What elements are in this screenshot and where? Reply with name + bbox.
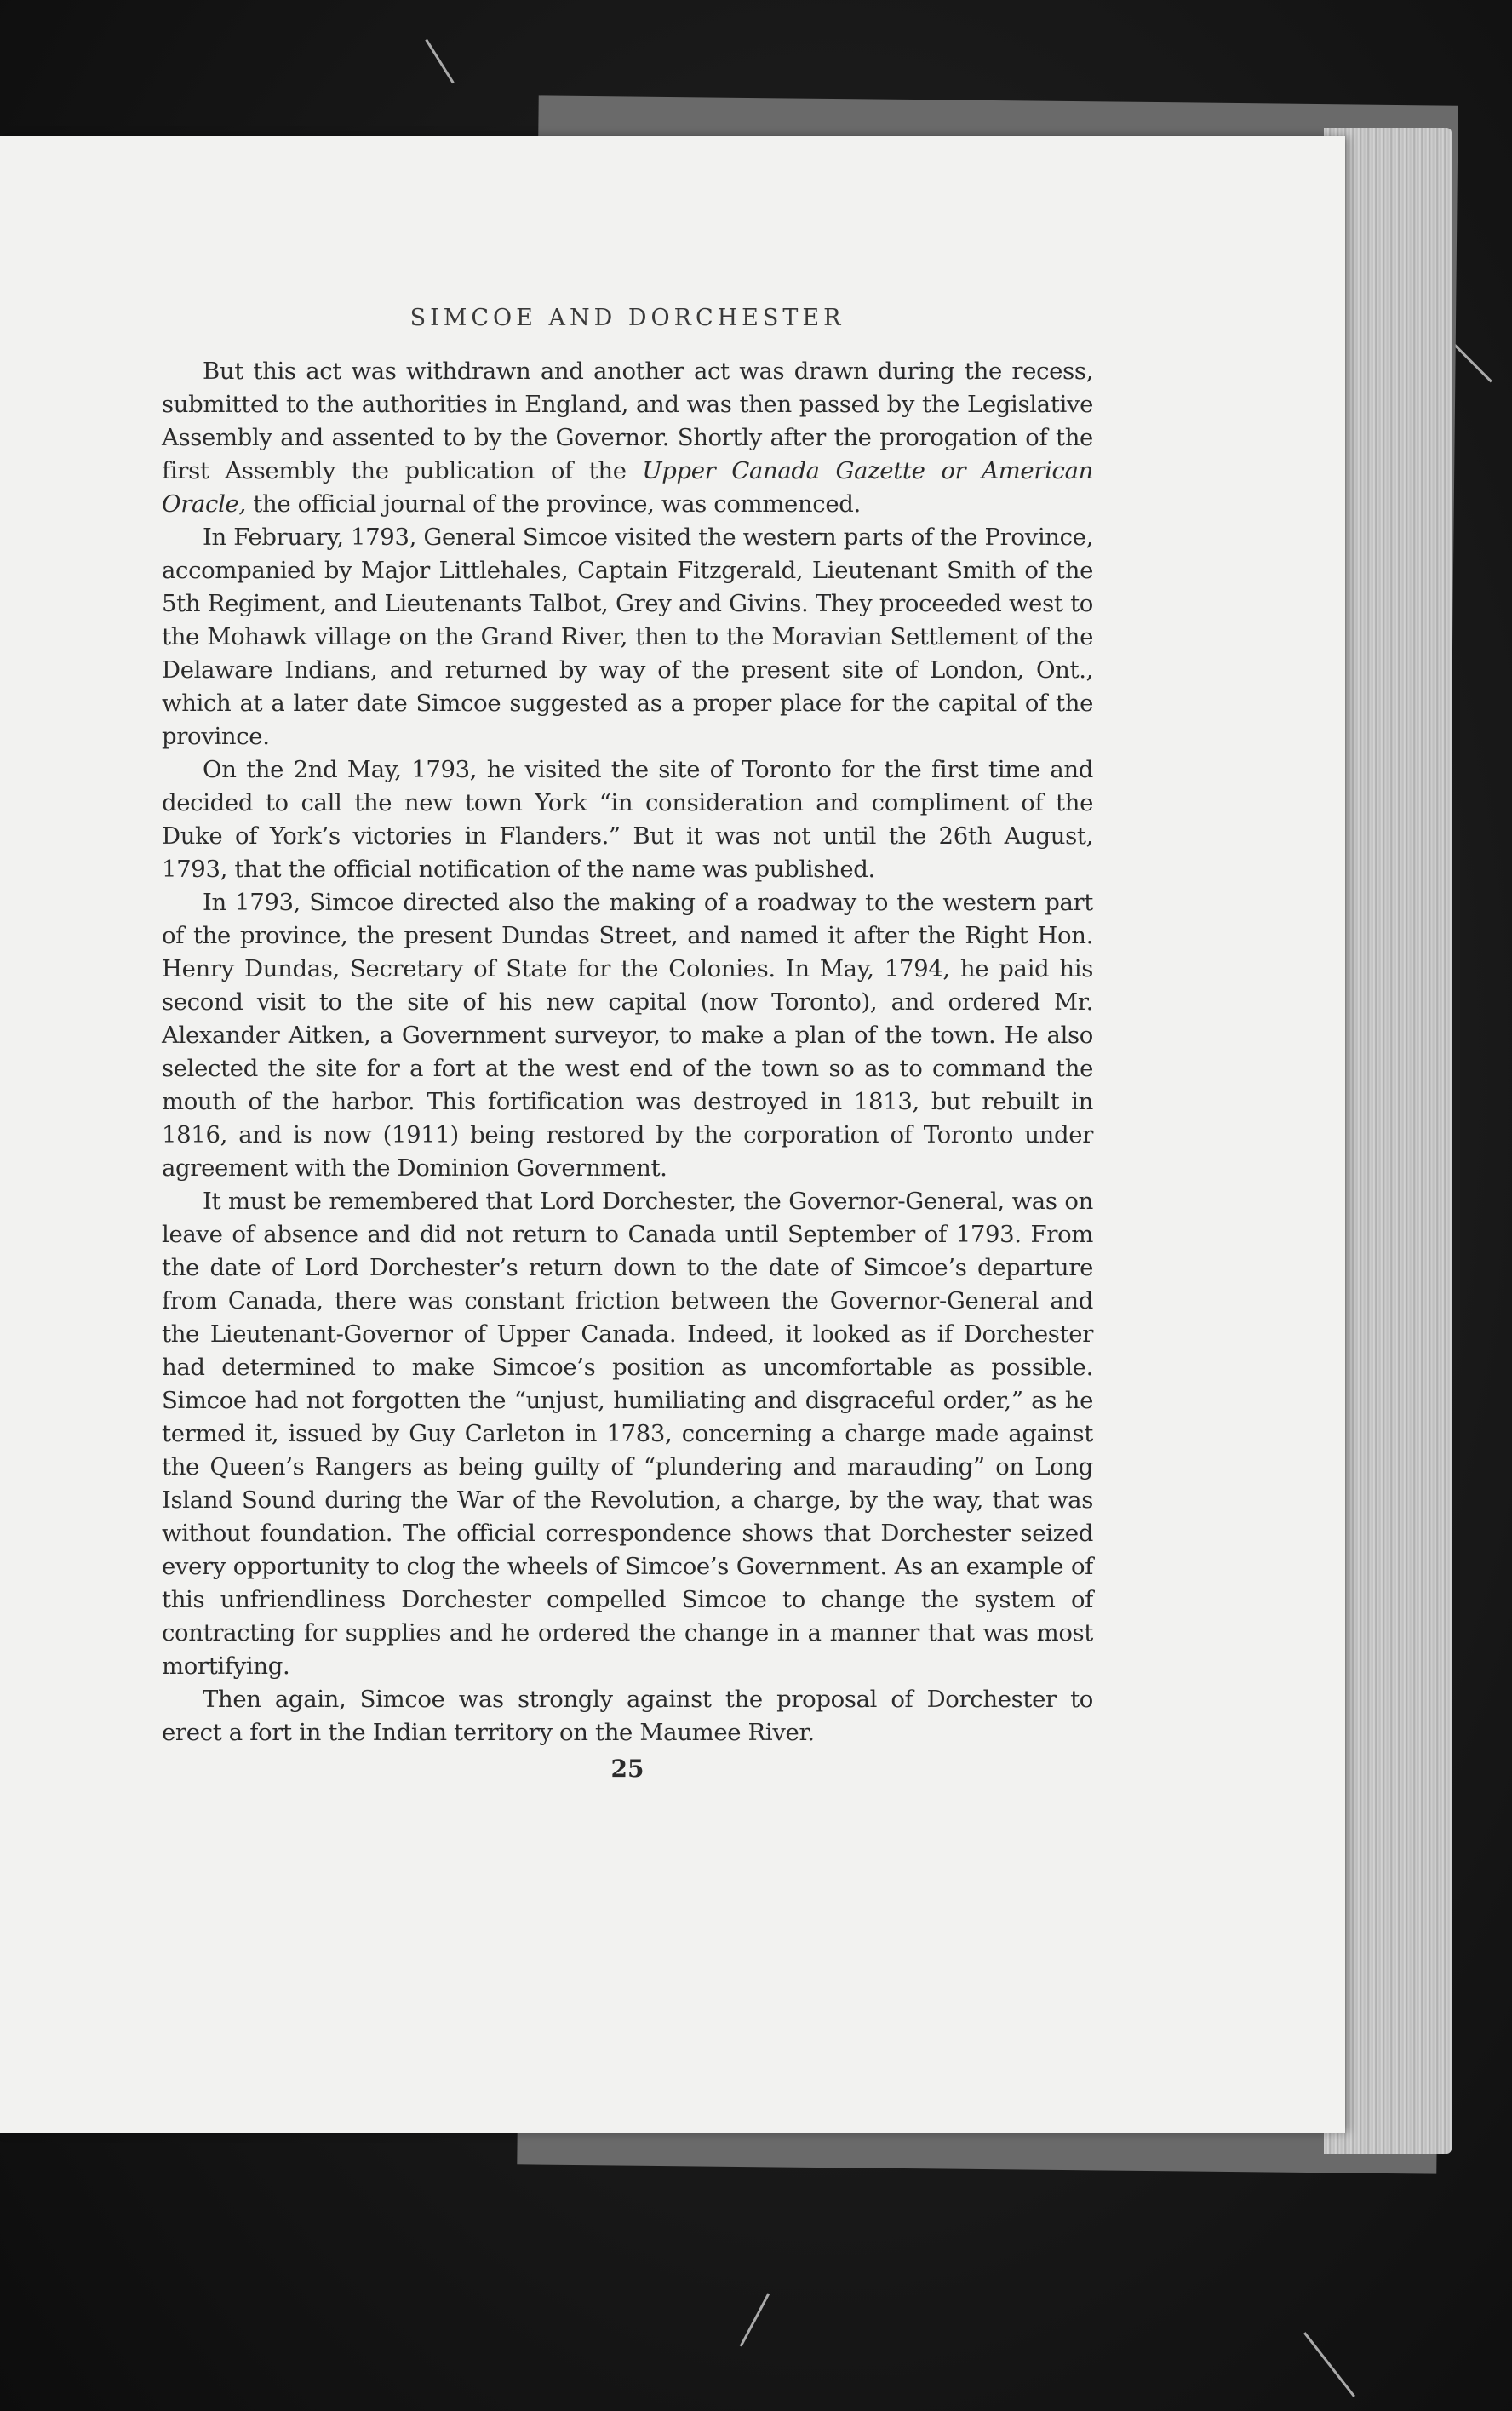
paragraph: In February, 1793, General Simcoe visited the western parts of the Province, accompanied by Major Littlehales, Captain Fitzgerald, Lieutenant Smith of the 5th Regiment, and Lieutenants Talbot, Grey and Givins. They proceeded west to the Mohawk village on the Grand River, then to the Moravian Settlement of the Delaware Indians, and returned by way of the present site of London, Ont., which at a later date Simcoe suggested as a proper place for the capital of the province. xyxy=(162,524,1093,750)
paragraph-text: the official journal of the province, was commenced. xyxy=(245,490,861,518)
page-number: 25 xyxy=(610,1755,644,1783)
book-page xyxy=(0,136,1345,2133)
stray-scratch-mark xyxy=(1303,2332,1355,2397)
publication-title: Upper Canada Gazette or American Oracle, xyxy=(162,457,1093,518)
running-head: SIMCOE AND DORCHESTER xyxy=(410,305,845,331)
paragraph: Then again, Simcoe was strongly against the proposal of Dorchester to erect a fort in the Indian territory on the Maumee River. xyxy=(162,1686,1093,1746)
paragraph: In 1793, Simcoe directed also the making of a roadway to the western part of the province, the present Dundas Street, and named it after the Right Hon. Henry Dundas, Secretary of State for the Colonies. In May, 1794, he paid his second visit to the site of his new capital (now Toronto), and ordered Mr. Alexander Aitken, a Government surveyor, to make a plan of the town. He also selected the site for a fort at the west end of the town so as to command the mouth of the harbor. This fortification was destroyed in 1813, but rebuilt in 1816, and is now (1911) being restored by the corporation of Toronto under agreement with the Dominion Government. xyxy=(162,889,1093,1182)
paragraph: It must be remembered that Lord Dorchester, the Governor-General, was on leave of absence and did not return to Canada until September of 1793. From the date of Lord Dorchester’s return down to the date of Simcoe’s departure from Canada, there was constant friction between the Governor-General and the Lieutenant-Governor of Upper Canada. Indeed, it looked as if Dorchester had determined to make Simcoe’s position as uncomfortable as possible. Simcoe had not forgotten the “unjust, humiliating and disgraceful order,” as he termed it, issued by Guy Carleton in 1783, concerning a charge made against the Queen’s Rangers as being guilty of “plundering and marauding” on Long Island Sound during the War of the Revolution, a charge, by the way, that was without foundation. The official correspondence shows that Dorchester seized every opportunity to clog the wheels of Simcoe’s Government. As an example of this unfriendliness Dorchester compelled Simcoe to change the system of contracting for supplies and he ordered the change in a manner that was most mortifying. xyxy=(162,1188,1093,1680)
page-content xyxy=(162,305,1093,1783)
stray-scratch-mark xyxy=(740,2293,770,2346)
paragraph xyxy=(162,355,1093,521)
paragraph-text: But this act was withdrawn and another act was drawn during the recess, submitted to the authorities in England, and was then passed by the Legislative Assembly and assented to by the Governor. Shortly after the prorogation of the first Assembly the publication of the xyxy=(162,358,1093,484)
paragraph: On the 2nd May, 1793, he visited the site of Toronto for the first time and decided to call the new town York “in consideration and compliment of the Duke of York’s victories in Flanders.” But it was not until the 26th August, 1793, that the official notification of the name was published. xyxy=(162,756,1093,883)
stray-scratch-mark xyxy=(425,39,454,83)
